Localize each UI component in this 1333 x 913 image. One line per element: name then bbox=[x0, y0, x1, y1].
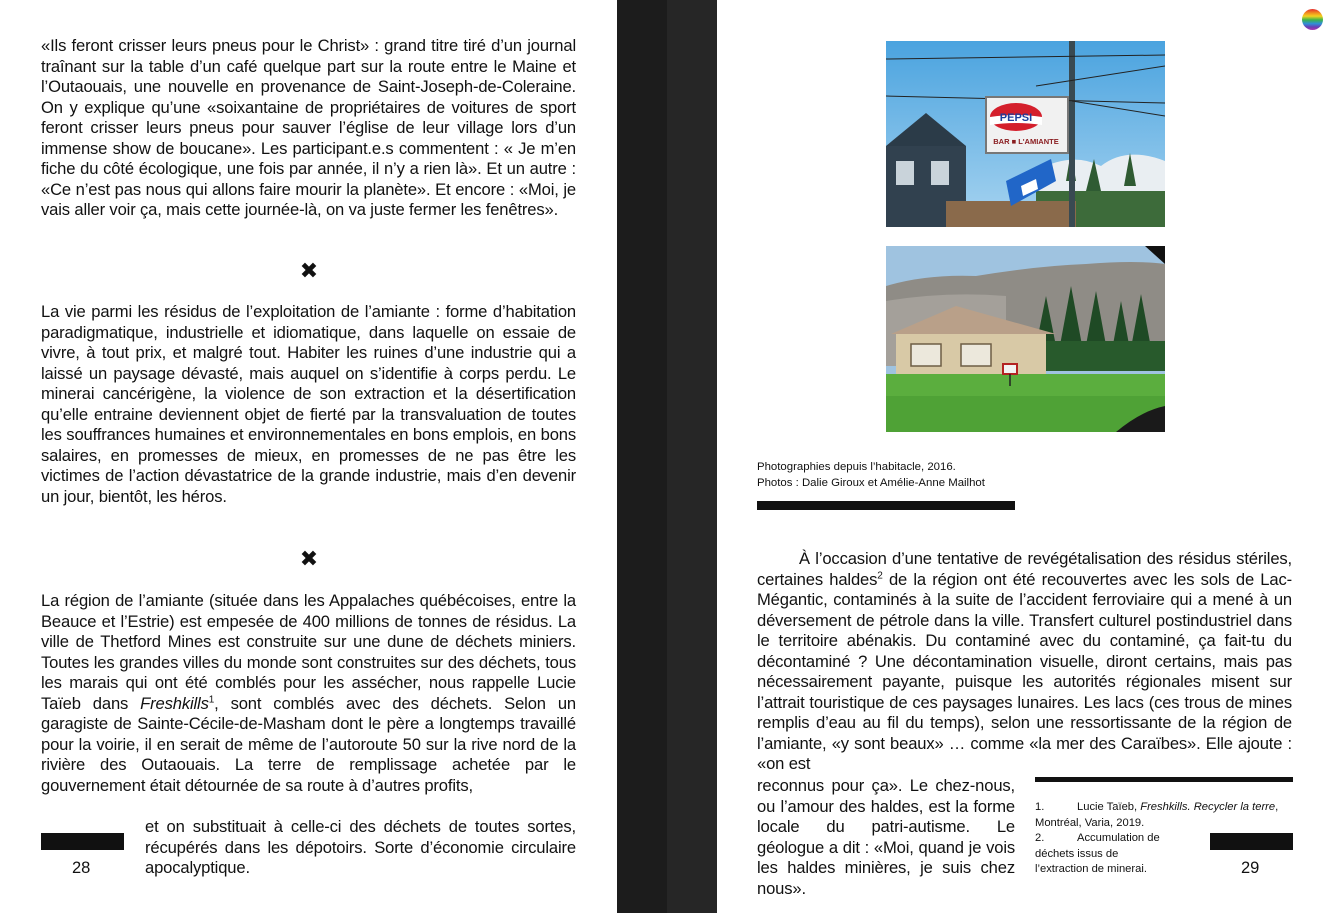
right-page bbox=[717, 0, 1333, 913]
footnote-text: , Montréal, Varia, 2019. bbox=[1035, 801, 1279, 829]
footnote-ref[interactable]: 1 bbox=[208, 693, 215, 705]
right-paragraph-continued: reconnus pour ça». Le chez-nous, ou l’amour des haldes, est la forme locale du patri-autisme. Le géologue a dit : «Moi, quand je vois les haldes minières, je suis chez nous». bbox=[757, 776, 1015, 898]
right-paragraph bbox=[757, 549, 1292, 775]
left-paragraph-3 bbox=[41, 591, 576, 796]
footnote-text: Accumulation de déchets issus de l’extraction de minerai. bbox=[1035, 832, 1160, 875]
page-number: 28 bbox=[72, 859, 91, 877]
caption-line-2: Photos : Dalie Giroux et Amélie-Anne Mailhot bbox=[757, 477, 985, 489]
paragraph-text: , sont comblés avec des déchets. Selon un garagiste de Sainte-Cécile-de-Masham dont le père a longtemps travaillé pour la voirie, il en serait de même de l’autoroute 50 sur la rive nord de la rivière des Outaouais. La terre de remplissage achetée par le gouvernement était détournée de sa route à d’autres profits, bbox=[41, 693, 576, 795]
left-paragraph-2: La vie parmi les résidus de l’exploitation de l’amiante : forme d’habitation paradigmatique, industrielle et idiomatique, dans laquelle on essaie de vivre, à tout prix, et malgré tout. Habiter les ruines d’une industrie qui a laissé un paysage dévasté, mais auquel on s’identifie à corps perdu. Le minerai cancérigène, la violence de son extraction et la désertification qu’elle entraine deviennent objet de fierté par la transvaluation de toutes les souffrances humaines et environnementales en bons emplois, en bons salaires, en promesses de mieux, en promesses de ne pas être les victimes de l’action dévastatrice de la grande industrie, mais d’en devenir un jour, bientôt, les héros. bbox=[41, 302, 576, 506]
footnote-rule bbox=[1035, 777, 1293, 782]
left-page bbox=[0, 0, 617, 913]
footnote-2 bbox=[1035, 831, 1165, 878]
photo-house-tailings bbox=[886, 246, 1165, 432]
left-paragraph-1: «Ils feront crisser leurs pneus pour le Christ» : grand titre tiré d’un journal traînant sur la table d’un café quelque part sur la route entre le Maine et l’Outaouais, une nouvelle en provenance de Saint-Joseph-de-Coleraine. On y explique qu’une «soixantaine de propriétaires de voitures de sport feront crisser leurs pneus pour sauver l’église de leur village lors d’un immense show de boucane». Les participant.e.s commentent : « Je m’en fiche du côté écologique, une fois par année, il n’y a rien là». Et un autre : «Ce n’est pas nous qui allons faire mourir la planète». Et encore : «Moi, je vais aller voir ça, mais cette journée-là, on va juste fermer les fenêtres». bbox=[41, 36, 576, 219]
separator-cross-icon: ✖ bbox=[299, 546, 319, 571]
paragraph-text: de la région ont été recouvertes avec les sols de Lac-Mégantic, contaminés à la suite de l’accident ferroviaire qui a mené à un déversement de pétrole dans la ville. Transfert culturel postindustriel dans le territoire abénakis. Du contaminé avec du contaminé, ça fait-tu du décontaminé ? Une décontamination visuelle, diront certains, mais pas nécessairement payante, puisque les autorités régionales misent sur l’attrait touristique de ces paysages lunaires. Les lacs (ces trous de mines remplis d’eau au fil du temps), selon une ressortissante de la région de l’amiante, «y sont beaux» … comme «la mer des Caraïbes». Elle ajoute : «on est bbox=[757, 569, 1292, 773]
footnote-ref[interactable]: 2 bbox=[877, 569, 883, 581]
photo-caption bbox=[757, 459, 1057, 491]
paragraph-text: À l’occasion d’une tentative de revégétalisation des résidus stériles, certaines haldes bbox=[757, 549, 1292, 589]
photo-pepsi-sign bbox=[886, 41, 1165, 227]
caption-bar bbox=[757, 501, 1015, 510]
pepsi-sign-text: PEPSI bbox=[999, 112, 1033, 124]
left-paragraph-3-continued: et on substituait à celle-ci des déchets de toutes sortes, récupérés dans les dépotoirs. Sorte d’économie circulaire apocalyptique. bbox=[145, 817, 576, 877]
paragraph-text: La région de l’amiante (située dans les Appalaches québécoises, entre la Beauce et l’Estrie) est empesée de 400 millions de tonnes de résidus. La ville de Thetford Mines est construite sur une dune de déchets miniers. Toutes les grandes villes du monde sont construites sur des déchets, tous les marais qui ont été comblés pour les assécher, nous rappelle Lucie Taïeb dans bbox=[41, 591, 576, 713]
footnote-text: Lucie Taïeb, bbox=[1077, 801, 1141, 813]
page-number: 29 bbox=[1241, 859, 1260, 877]
footnote-book-title: Freshkills. Recycler la terre bbox=[1140, 801, 1276, 813]
caption-line-1: Photographies depuis l’habitacle, 2016. bbox=[757, 461, 956, 473]
pepsi-sign-subtext: BAR ■ L'AMIANTE bbox=[993, 137, 1059, 146]
footnote-number: 1. bbox=[1035, 801, 1045, 813]
footnote-1 bbox=[1035, 800, 1293, 831]
book-title: Freshkills bbox=[140, 693, 209, 713]
book-spine-shadow bbox=[667, 0, 717, 913]
page-number-bar bbox=[41, 833, 124, 850]
book-spine bbox=[617, 0, 667, 913]
page-number-bar bbox=[1210, 833, 1293, 850]
separator-cross-icon: ✖ bbox=[299, 258, 319, 283]
footnote-number: 2. bbox=[1035, 832, 1045, 844]
color-wheel-icon[interactable] bbox=[1302, 9, 1323, 30]
